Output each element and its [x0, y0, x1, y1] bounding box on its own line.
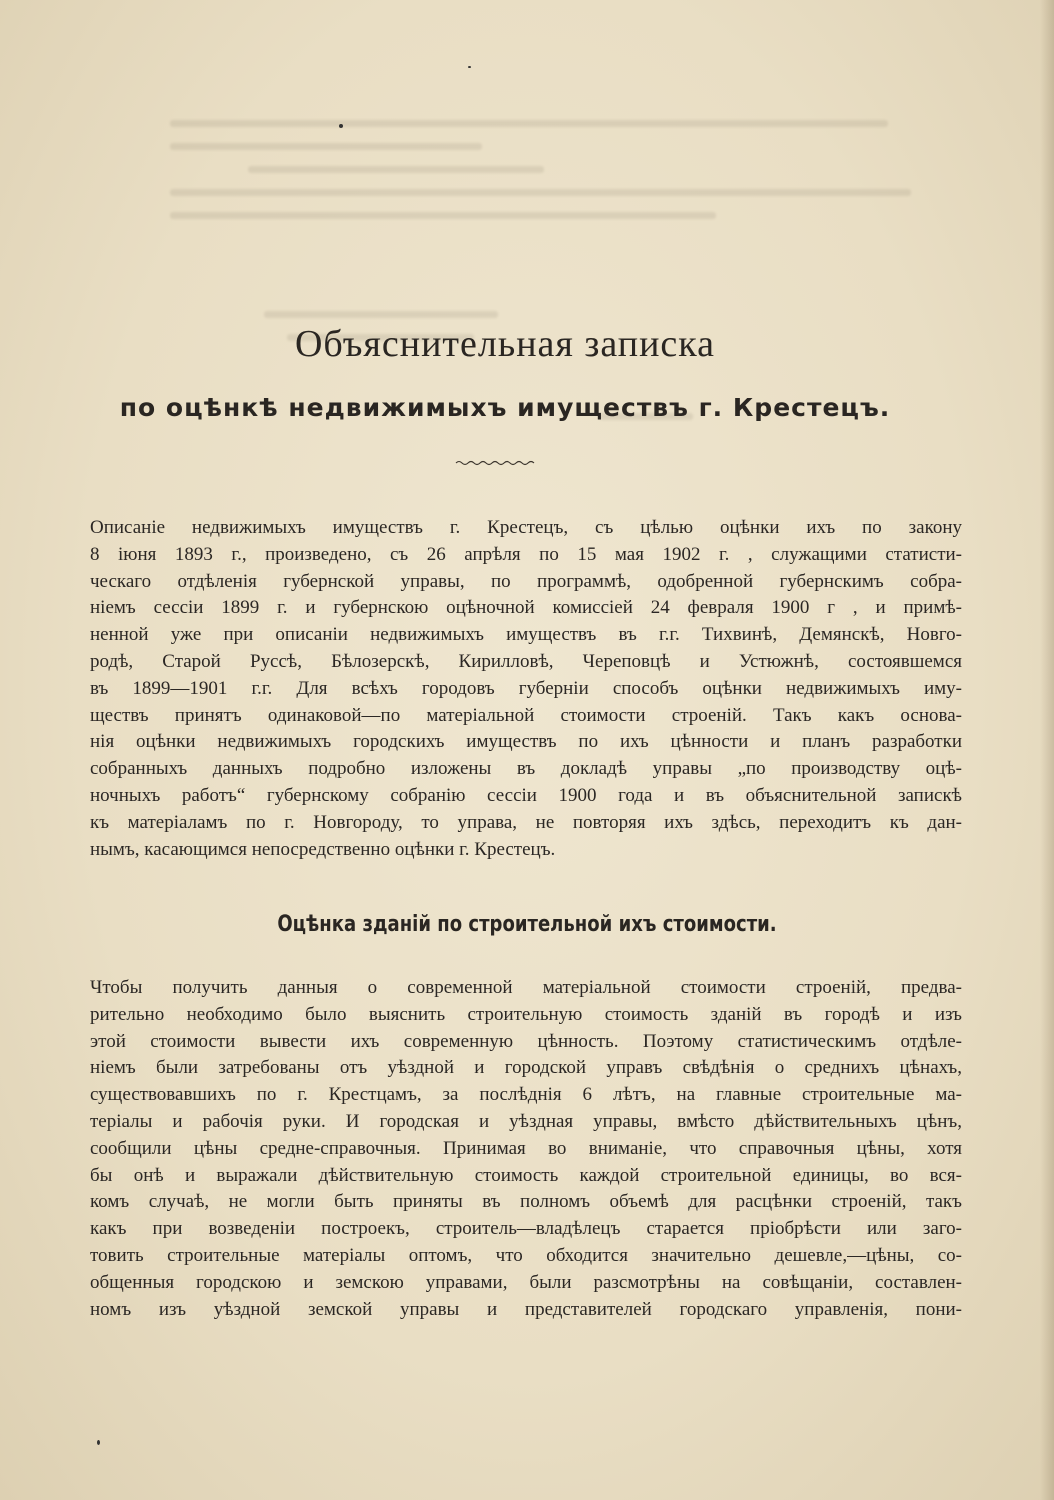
paper-speck — [97, 1440, 100, 1445]
text-line: номъ изъ уѣздной земской управы и представителей городскаго управленія, пони- — [90, 1298, 962, 1320]
text-line: Чтобы получить данныя о современной матеріальной стоимости строеній, предва- — [90, 977, 962, 998]
wavy-divider-ornament — [454, 458, 538, 468]
text-line: нымъ, касающимся непосредственно оцѣнки г. Крестецъ. — [90, 838, 556, 860]
text-line: этой стоимости вывести ихъ современную цѣнность. Поэтому статистическимъ отдѣле- — [90, 1030, 962, 1052]
text-line: бы онѣ и выражали дѣйствительную стоимость каждой строительной единицы, во вся- — [90, 1164, 962, 1186]
paragraph-building-valuation — [90, 975, 962, 1323]
text-line: ніемъ сессіи 1899 г. и губернскою оцѣночной комиссіей 24 февраля 1900 г , и примѣ- — [90, 597, 962, 619]
text-line: родѣ, Старой Руссѣ, Бѣлозерскѣ, Кирилловѣ, Череповцѣ и Устюжнѣ, состоявшемся — [90, 650, 962, 672]
text-line: общенныя городскою и земскою управами, были разсмотрѣны на совѣщаніи, составлен- — [90, 1271, 962, 1293]
text-line: ненной уже при описаніи недвижимыхъ имуществъ въ г.г. Тихвинѣ, Демянскѣ, Новго- — [90, 624, 962, 646]
paper-speck — [339, 124, 343, 128]
page-edge-shadow — [1040, 0, 1054, 1500]
text-line: ческаго отдѣленія губернской управы, по программѣ, одобренной губернскимъ собра- — [90, 570, 962, 592]
text-line: 8 іюня 1893 г., произведено, съ 26 апрѣля по 15 мая 1902 г. , служащими статисти- — [90, 543, 962, 565]
text-line: теріалы и рабочія руки. И городская и уѣздная управы, вмѣсто дѣйствительныхъ цѣнъ, — [90, 1110, 962, 1132]
text-line: товить строительные матеріалы оптомъ, что обходится значительно дешевле,—цѣны, со- — [90, 1244, 962, 1266]
text-line: существовавшихъ по г. Крестцамъ, за послѣднія 6 лѣтъ, на главные строительные ма- — [90, 1084, 962, 1106]
text-line: Описаніе недвижимыхъ имуществъ г. Крестецъ, съ цѣлью оцѣнки ихъ по закону — [90, 517, 962, 538]
text-line: какъ при возведеніи построекъ, строитель—владѣлецъ старается пріобрѣсти или заго- — [90, 1218, 962, 1240]
text-line: въ 1899—1901 г.г. Для всѣхъ городовъ губерніи способъ оцѣнки недвижимыхъ иму- — [90, 677, 962, 699]
bleed-through-text — [170, 120, 950, 500]
document-title: Объяснительная записка — [294, 323, 716, 365]
text-line: ночныхъ работъ“ губернскому собранію сессіи 1900 года и въ объяснительной запискѣ — [90, 784, 962, 806]
text-line: къ матеріаламъ по г. Новгороду, то управа, не повторяя ихъ здѣсь, переходитъ къ дан- — [90, 811, 962, 833]
text-line: нія оцѣнки недвижимыхъ городскихъ имуществъ по ихъ цѣнности и планъ разработки — [90, 731, 962, 753]
text-line: собранныхъ данныхъ подробно изложены въ докладѣ управы „по производству оцѣ- — [90, 758, 962, 780]
text-line: ніемъ были затребованы отъ уѣздной и городской управъ свѣдѣнія о среднихъ цѣнахъ, — [90, 1057, 962, 1079]
document-subtitle: по оцѣнкѣ недвижимыхъ имуществъ г. Крестецъ. — [119, 393, 891, 422]
paragraph-description — [90, 515, 962, 863]
section-heading: Оцѣнка зданій по строительной ихъ стоимости. — [277, 912, 777, 937]
text-line: комъ случаѣ, не могли быть приняты въ полномъ объемѣ для расцѣнки строеній, такъ — [90, 1191, 962, 1213]
text-line: рительно необходимо было выяснить строительную стоимость зданій въ городѣ и изъ — [90, 1003, 962, 1025]
text-line: ществъ принятъ одинаковой—по матеріальной стоимости строеній. Такъ какъ основа- — [90, 704, 962, 726]
text-line: сообщили цѣны средне-справочныя. Принимая во вниманіе, что справочныя цѣны, хотя — [90, 1137, 962, 1159]
paper-speck — [468, 66, 471, 68]
